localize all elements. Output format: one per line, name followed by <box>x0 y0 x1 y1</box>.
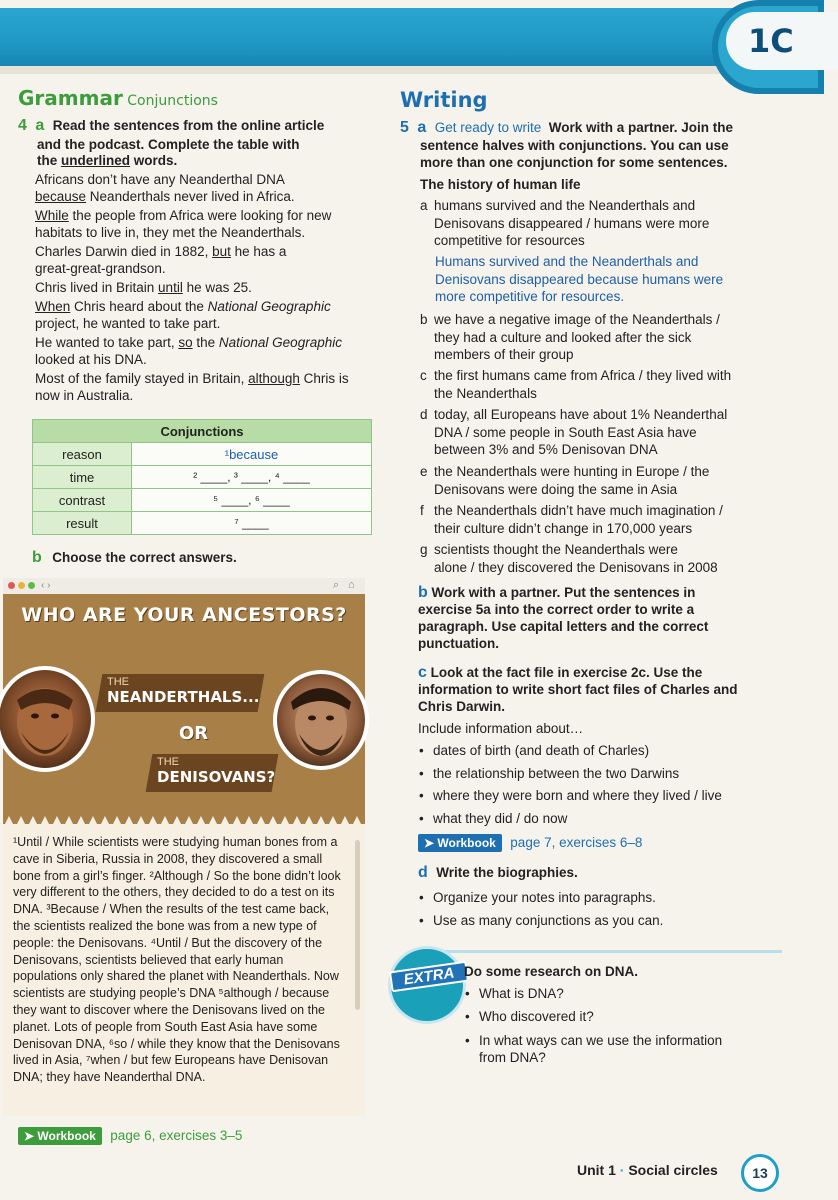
workbook-badge: ➤ Workbook <box>418 834 502 852</box>
sentence-line <box>35 387 133 404</box>
bullet-text: from DNA? <box>479 1050 546 1065</box>
instruction-line: exercise 5a into the correct order to write a <box>418 602 695 617</box>
conjunction-underlined: but <box>212 244 231 259</box>
unit-badge <box>712 0 824 94</box>
close-dot-icon[interactable] <box>8 582 15 589</box>
instruction-line: information to write short fact files of Charles and <box>418 682 738 697</box>
table-row <box>33 512 372 535</box>
nav-arrows-icon[interactable]: ‹ › <box>41 580 51 591</box>
article-text: ¹Until / While scientists were studying human bones from a cave in Siberia, Russia in 2008, they discovered a small bone from a girl’s finger. ²Although / So the bone didn’t look very different to the others, they decided to do a test on its DNA. ³Because / When the results of the test came back, the scientists realized the bone was from a new type of people: the Denisovans. ⁴Until / But the discovery of the Denisovans, scientists believed that early human populations only shared the planet with Neanderthals. Now scientists are studying people’s DNA ⁵although / because they want to discover where the Denisovans lived on the planet. Lots of people from South East Asia have some Denisovan DNA, ⁶so / while they know that the Denisovans lived in Asia, ⁷when / but few Europeans have Denisovan DNA; they have Neanderthal DNA. <box>13 835 341 1085</box>
sentence-line <box>35 298 331 315</box>
workbook-reference-left[interactable] <box>18 1127 242 1145</box>
sentence-text: Neanderthals never lived in Africa. <box>86 189 295 204</box>
table-row <box>33 443 372 466</box>
exercise-5c <box>418 664 778 737</box>
instruction-line: Work with a partner. Put the sentences in <box>431 585 696 600</box>
writing-title: Writing <box>400 88 488 112</box>
instruction-text: the <box>37 153 62 168</box>
exercise-5b <box>418 584 778 652</box>
bullet-text: the relationship between the two Darwins <box>433 765 680 781</box>
table-header: Conjunctions <box>33 420 372 443</box>
scrollbar[interactable] <box>355 840 360 1010</box>
sentence-text: Most of the family stayed in Britain, <box>35 371 249 386</box>
page-number: 13 <box>741 1154 779 1192</box>
sentence-text: now in Australia. <box>35 388 134 403</box>
item-text: Denisovans were doing the same in Asia <box>434 481 678 497</box>
item-text: DNA / some people in South East Asia have <box>434 424 697 440</box>
banner-neanderthals-label: NEANDERTHALS... <box>107 688 260 706</box>
sentence-text: great-great-grandson. <box>35 261 166 276</box>
sentence-text: Chris is <box>299 371 349 386</box>
item-text: humans survived and the Neanderthals and <box>434 198 696 213</box>
sentence-line <box>35 334 342 351</box>
instruction-line: more than one conjunction for some sentences. <box>420 155 728 170</box>
item-letter: b <box>420 312 428 327</box>
row-value[interactable]: ⁷ ____ <box>132 512 372 535</box>
search-icon[interactable]: ⌕ <box>333 579 340 591</box>
row-label: reason <box>33 443 132 466</box>
instruction-line: Chris Darwin. <box>418 699 506 714</box>
bullet-text: Use as many conjunctions as you can. <box>433 912 664 928</box>
instruction-underlined: underlined <box>61 153 131 168</box>
conjunction-underlined: While <box>35 208 69 223</box>
instruction-line: Choose the correct answers. <box>52 550 237 565</box>
list-title: The history of human life <box>420 177 581 192</box>
banner-or: OR <box>179 723 209 744</box>
grammar-title: Grammar <box>18 86 123 110</box>
bullet-icon: • <box>465 1033 470 1048</box>
example-answer: Denisovans disappeared because humans were <box>435 271 724 287</box>
workbook-reference-right[interactable] <box>418 834 642 852</box>
bullet-text: Organize your notes into paragraphs. <box>433 890 656 905</box>
item-text: members of their group <box>434 347 574 362</box>
bullet-text: where they were born and where they lived / live <box>433 788 722 803</box>
sentence-line <box>35 224 305 241</box>
sentence-text: Charles Darwin died in 1882, <box>35 244 213 259</box>
instruction-text: words. <box>130 153 178 168</box>
get-ready-label: Get ready to write <box>434 120 542 135</box>
include-label: Include information about… <box>418 721 584 736</box>
example-answer: Humans survived and the Neanderthals and <box>435 254 699 269</box>
table-row <box>33 466 372 489</box>
home-icon[interactable]: ⌂ <box>348 579 355 591</box>
row-label: time <box>33 466 132 489</box>
grammar-subtitle: Conjunctions <box>127 93 218 109</box>
footer-unit: Unit 1 · Social circles <box>577 1162 718 1178</box>
sentence-text: the people from Africa were looking for new <box>68 208 332 223</box>
exercise-number: 4 <box>18 117 27 134</box>
bullet-text: what they did / do now <box>433 810 568 826</box>
instruction-line: and the podcast. Complete the table with <box>37 137 300 152</box>
conjunction-underlined: When <box>35 299 71 314</box>
bullet-text: Who discovered it? <box>479 1009 594 1024</box>
sentence-line <box>35 315 220 332</box>
conjunctions-table <box>32 419 372 535</box>
row-value[interactable]: ² ____, ³ ____, ⁴ ____ <box>132 466 372 489</box>
sentence-text: he has a <box>230 244 287 259</box>
grammar-heading <box>18 86 218 110</box>
exercise-letter: a <box>35 117 45 134</box>
item-letter: a <box>420 198 428 213</box>
maximize-dot-icon[interactable] <box>28 582 35 589</box>
neanderthal-face-icon <box>0 670 91 768</box>
item-text: scientists thought the Neanderthals were <box>434 542 678 557</box>
bullet-icon: • <box>465 1009 470 1024</box>
item-text: alone / they discovered the Denisovans in 2008 <box>434 559 718 575</box>
sentence-text: looked at his DNA. <box>35 352 147 367</box>
sentence-line <box>35 207 331 224</box>
sentence-text: Chris lived in Britain <box>35 280 159 295</box>
item-text: their culture didn’t change in 170,000 years <box>434 520 693 536</box>
neanderthal-portrait <box>0 666 95 772</box>
minimize-dot-icon[interactable] <box>18 582 25 589</box>
extra-badge-label: EXTRA <box>389 961 469 993</box>
conjunction-underlined: so <box>178 335 193 350</box>
extra-divider <box>430 950 782 953</box>
item-text: we have a negative image of the Neanderthals / <box>434 312 720 327</box>
item-text: competitive for resources <box>434 233 585 248</box>
denisovan-portrait <box>273 670 369 770</box>
sentence-line <box>35 171 285 188</box>
item-letter: f <box>420 503 424 518</box>
item-text: they had a culture and looked after the sick <box>434 329 692 345</box>
banner-the: THE <box>107 676 129 688</box>
sentence-line <box>35 188 295 205</box>
banner-denisovans-label: DENISOVANS? <box>157 768 276 786</box>
item-text: the Neanderthals didn’t have much imagination / <box>434 503 723 518</box>
conjunction-underlined: although <box>248 371 300 386</box>
sentence-text: Chris heard about the National Geographic <box>70 299 331 314</box>
instruction-line: Read the sentences from the online article <box>52 118 325 133</box>
sentence-text: project, he wanted to take part. <box>35 316 221 331</box>
instruction-line: punctuation. <box>418 636 499 651</box>
sentence-line <box>35 370 349 387</box>
article-panel <box>3 578 365 1116</box>
sentence-text: habitats to live in, they met the Neanderthals. <box>35 225 306 240</box>
table-row <box>33 489 372 512</box>
instruction-line: sentence halves with conjunctions. You can use <box>420 138 729 153</box>
item-text: the Neanderthals were hunting in Europe / the <box>434 464 710 479</box>
exercise-5d <box>418 864 578 882</box>
item-letter: g <box>420 542 428 557</box>
bullet-icon: • <box>465 986 470 1001</box>
item-text: the Neanderthals <box>434 385 537 401</box>
sentence-line <box>35 279 252 296</box>
bullet-text: In what ways can we use the information <box>479 1033 723 1048</box>
exercise-4b <box>32 549 237 567</box>
unit-badge-label: 1C <box>726 12 838 70</box>
browser-toolbar <box>3 578 365 594</box>
workbook-pages: page 6, exercises 3–5 <box>110 1128 243 1144</box>
footer-unit-label: Unit 1 <box>577 1162 616 1178</box>
sentence-text: He wanted to take part, <box>35 335 179 350</box>
sentence-text: the National Geographic <box>192 335 342 350</box>
sentence-line <box>35 351 147 368</box>
conjunction-underlined: until <box>158 280 183 295</box>
bullet-icon: • <box>419 912 424 928</box>
row-value[interactable]: ⁵ ____, ⁶ ____ <box>132 489 372 512</box>
row-label: contrast <box>33 489 132 512</box>
extra-title: Do some research on DNA. <box>464 964 639 979</box>
conjunction-underlined: because <box>35 189 87 204</box>
item-text: the first humans came from Africa / they lived with <box>434 368 732 383</box>
banner-the: THE <box>157 756 179 768</box>
bullet-text: dates of birth (and death of Charles) <box>433 743 650 758</box>
instruction-line: paragraph. Use capital letters and the correct <box>418 619 709 634</box>
exercise-letter: d <box>418 864 428 881</box>
instruction-line <box>37 152 177 169</box>
instruction-line: Work with a partner. Join the <box>548 120 733 135</box>
exercise-5a-instruction <box>400 119 770 137</box>
bullet-icon: • <box>419 788 424 803</box>
item-text: between 3% and 5% Denisovan DNA <box>434 442 658 457</box>
bullet-icon: • <box>419 743 424 758</box>
sentence-text: he was 25. <box>182 280 252 295</box>
sentence-text: Africans don’t have any Neanderthal DNA <box>35 172 285 187</box>
item-text: Denisovans disappeared / humans were more <box>434 215 710 231</box>
exercise-letter: c <box>418 664 427 681</box>
item-letter: d <box>420 407 428 422</box>
exercise-4a-instruction <box>18 117 363 135</box>
header-bar <box>0 8 782 66</box>
item-letter: c <box>420 368 427 383</box>
item-letter: e <box>420 464 428 479</box>
footer-section-label: Social circles <box>628 1162 718 1178</box>
workbook-badge: ➤ Workbook <box>18 1127 102 1145</box>
exercise-letter: a <box>417 119 427 136</box>
header-shadow <box>0 66 782 74</box>
row-label: result <box>33 512 132 535</box>
bullet-text: What is DNA? <box>479 986 564 1001</box>
sentence-line <box>35 243 286 260</box>
exercise-letter: b <box>32 549 42 566</box>
item-text: today, all Europeans have about 1% Neanderthal <box>434 407 728 422</box>
bullet-icon: • <box>419 765 424 781</box>
workbook-pages: page 7, exercises 6–8 <box>510 835 643 851</box>
instruction-line: Look at the fact file in exercise 2c. Use the <box>430 665 703 680</box>
row-value: ¹because <box>132 443 372 466</box>
sentence-line <box>35 260 166 277</box>
exercise-number: 5 <box>400 119 409 136</box>
denisovan-face-icon <box>277 674 365 766</box>
instruction-line: Write the biographies. <box>436 865 578 880</box>
example-answer: more competitive for resources. <box>435 289 625 304</box>
bullet-icon: • <box>419 890 424 905</box>
bullet-icon: • <box>419 810 424 826</box>
article-title: WHO ARE YOUR ANCESTORS? <box>21 604 347 626</box>
exercise-letter: b <box>418 584 428 601</box>
